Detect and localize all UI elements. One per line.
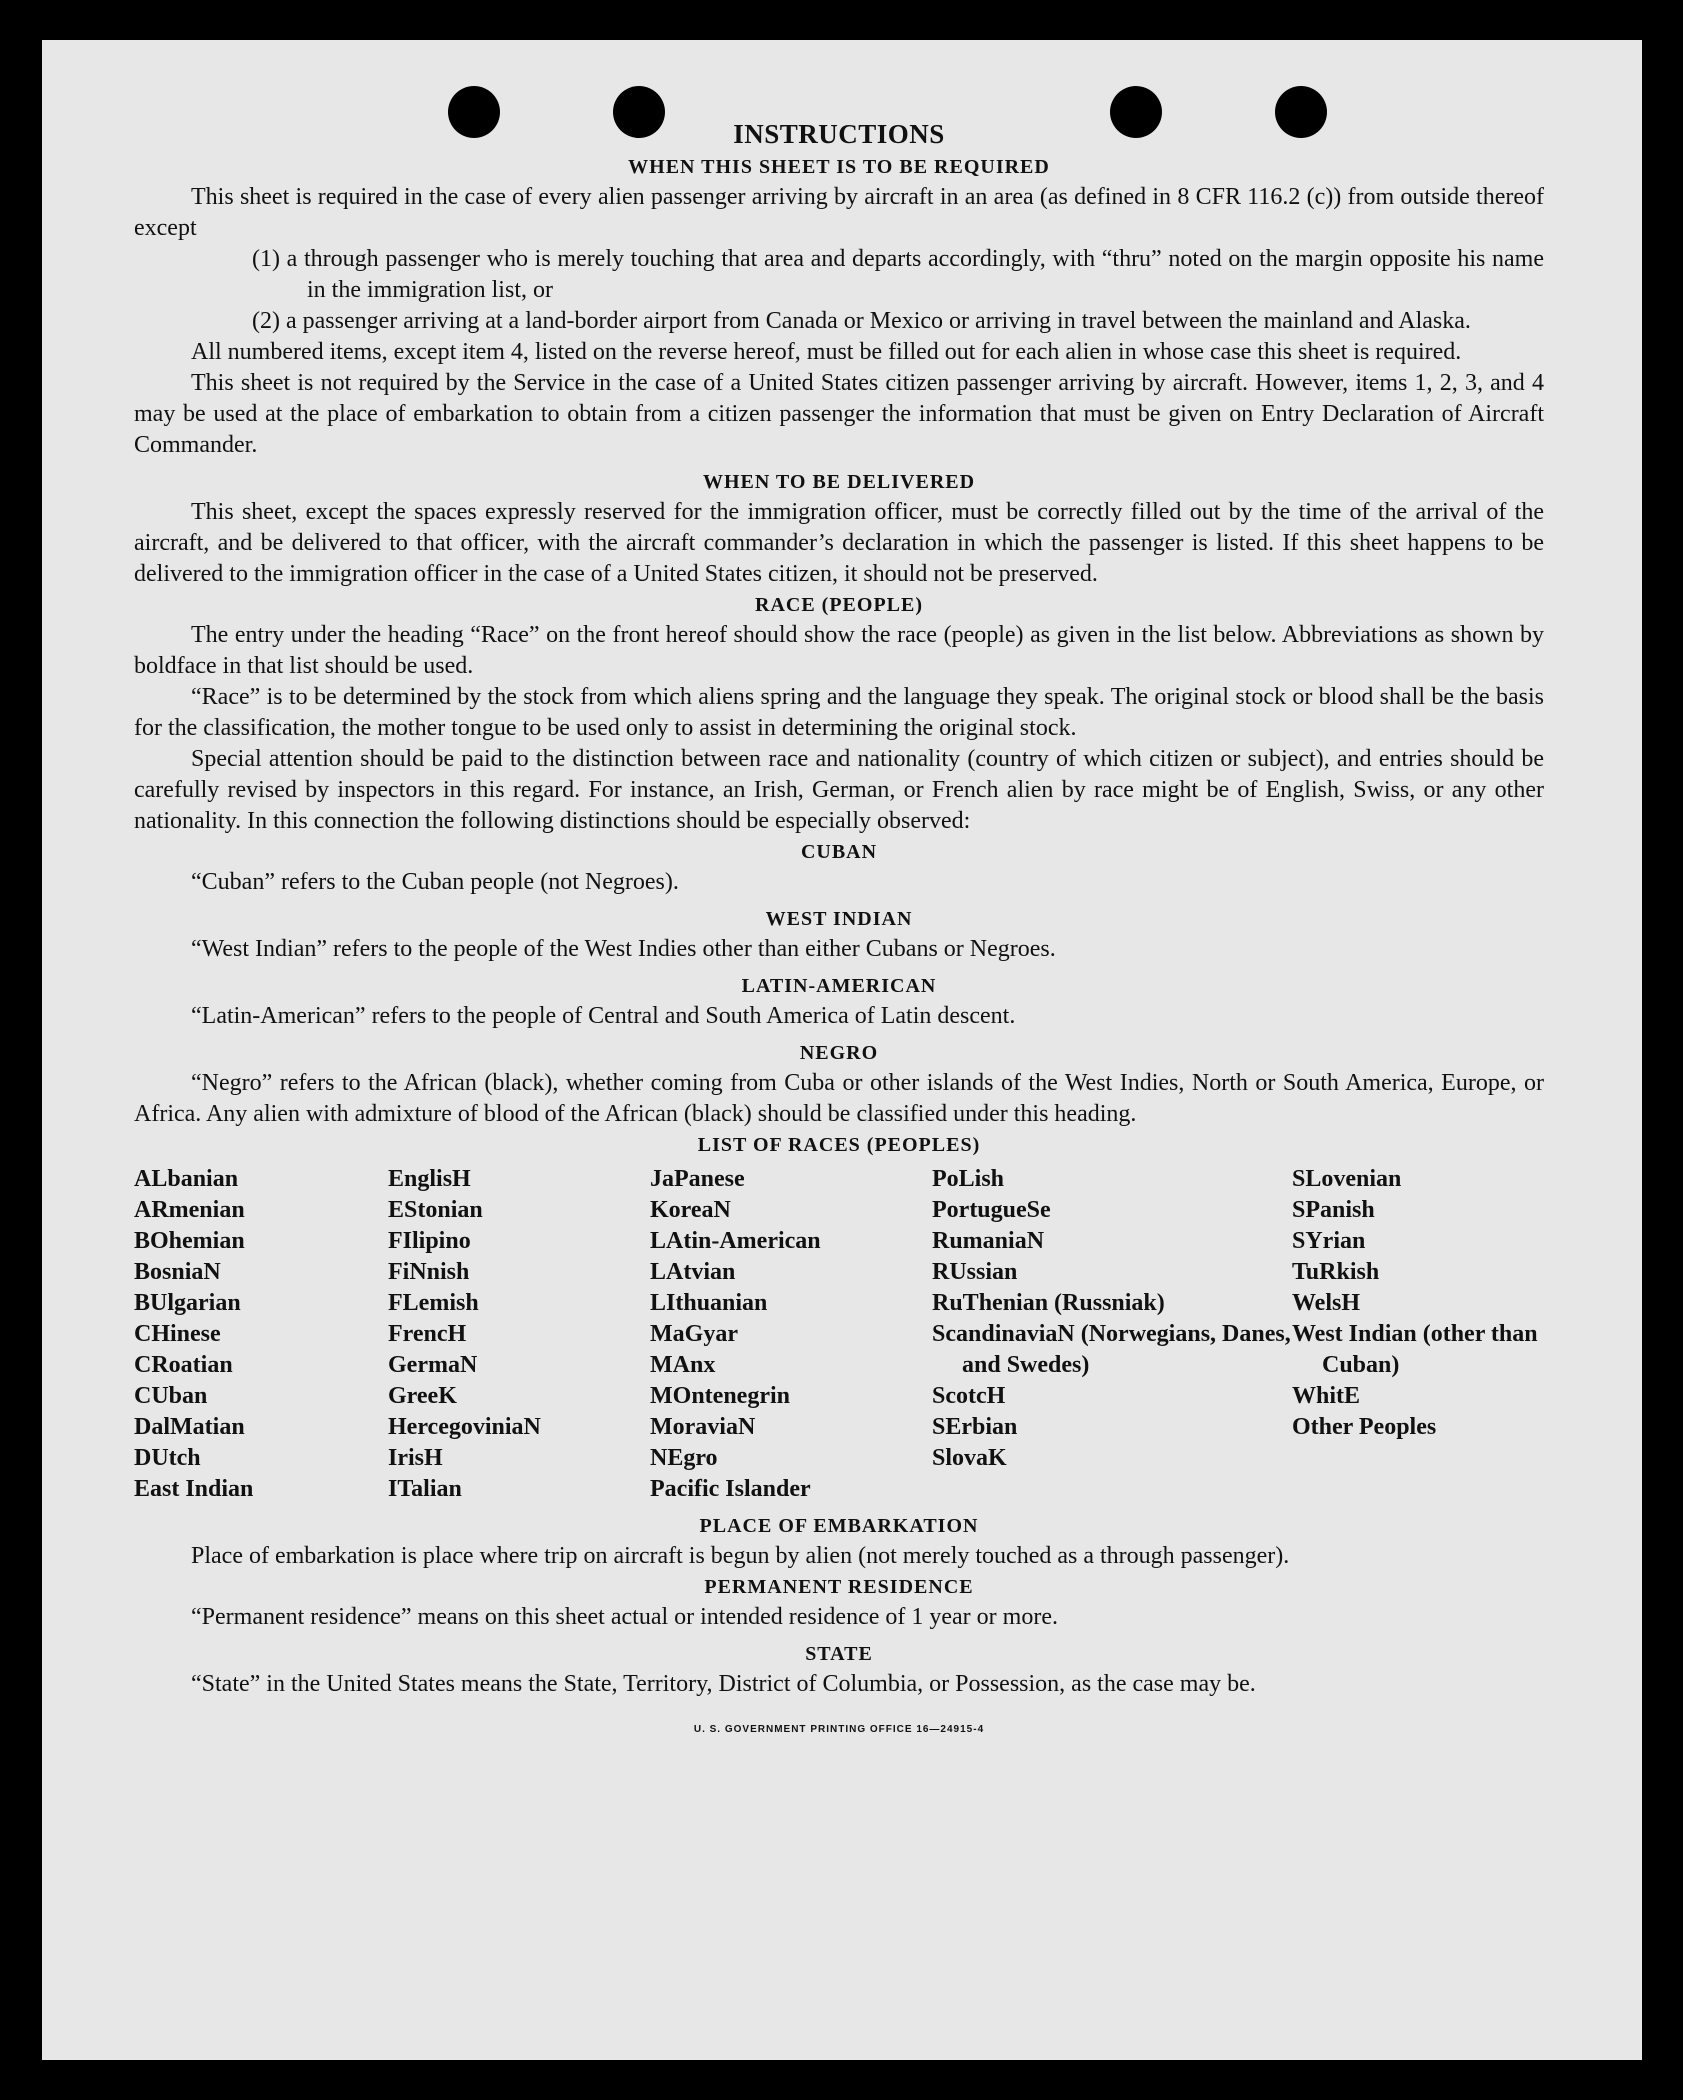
race-list-item: SPanish: [1292, 1197, 1375, 1223]
exception-item: (1) a through passenger who is merely touching that area and departs accordingly, with “thru” noted on the margin opposite his name in the immigration list, or: [252, 246, 1544, 303]
paragraph: “West Indian” refers to the people of the West Indies other than either Cubans or Negroes.: [191, 936, 1056, 962]
race-list-item: NEgro: [650, 1445, 718, 1471]
race-list-item: Pacific Islander: [650, 1476, 811, 1502]
race-list-item: BOhemian: [134, 1228, 245, 1254]
section-heading: WHEN TO BE DELIVERED: [702, 471, 976, 493]
race-list-item: LAtvian: [650, 1259, 736, 1285]
document-body: [134, 116, 1544, 1745]
race-list-item: DUtch: [134, 1445, 201, 1471]
race-list-item: WelsH: [1292, 1290, 1361, 1316]
race-list: [134, 1164, 1544, 1505]
race-list-item: KoreaN: [650, 1197, 731, 1223]
race-list-item: MOntenegrin: [650, 1383, 790, 1409]
section-heading: WEST INDIAN: [765, 908, 913, 930]
race-list-item: PortugueSe: [932, 1197, 1051, 1223]
race-list-item: PoLish: [932, 1166, 1005, 1192]
race-list-item: ScandinaviaN (Norwegians, Danes, and Swedes): [932, 1321, 1291, 1378]
paragraph: “State” in the United States means the State, Territory, District of Columbia, or Possession, as the case may be.: [191, 1671, 1256, 1697]
section-heading: WHEN THIS SHEET IS TO BE REQUIRED: [628, 156, 1050, 178]
race-column: [1292, 1164, 1544, 1505]
printer-imprint: U. S. GOVERNMENT PRINTING OFFICE 16—24915-4: [693, 1724, 985, 1735]
race-list-item: SlovaK: [932, 1445, 1007, 1471]
race-list-item: RumaniaN: [932, 1228, 1045, 1254]
section-heading: RACE (PEOPLE): [755, 594, 923, 616]
race-list-item: CUban: [134, 1383, 208, 1409]
race-list-item: JaPanese: [650, 1166, 745, 1192]
race-list-item: BosniaN: [134, 1259, 221, 1285]
race-list-item: Other Peoples: [1292, 1414, 1437, 1440]
race-list-item: GreeK: [388, 1383, 457, 1409]
exception-item: (2) a passenger arriving at a land-border airport from Canada or Mexico or arriving in travel between the mainland and Alaska.: [252, 308, 1471, 334]
race-list-item: FIlipino: [388, 1228, 471, 1254]
race-list-item: SYrian: [1292, 1228, 1366, 1254]
race-list-item: TuRkish: [1292, 1259, 1380, 1285]
paragraph: “Cuban” refers to the Cuban people (not Negroes).: [191, 869, 679, 895]
race-column: [650, 1164, 932, 1505]
race-list-item: RuThenian (Russniak): [932, 1290, 1165, 1316]
race-column: [134, 1164, 388, 1505]
section-heading: LIST OF RACES (PEOPLES): [697, 1134, 981, 1156]
race-column: [932, 1164, 1292, 1505]
paragraph: Special attention should be paid to the distinction between race and nationality (country of which citizen or subject), and entries should be carefully revised by inspectors in this regard. For instance, an Irish, German, or French alien by race might be of English, Swiss, or any other nationality. In this connection the following distinctions should be especially observed:: [134, 746, 1544, 834]
race-list-item: BUlgarian: [134, 1290, 241, 1316]
section-heading: PERMANENT RESIDENCE: [704, 1576, 974, 1598]
race-list-item: LAtin-American: [650, 1228, 821, 1254]
paragraph: “Permanent residence” means on this sheet actual or intended residence of 1 year or more.: [191, 1604, 1058, 1630]
race-list-item: MoraviaN: [650, 1414, 756, 1440]
race-list-item: MaGyar: [650, 1321, 738, 1347]
paragraph: “Negro” refers to the African (black), whether coming from Cuba or other islands of the West Indies, North or South America, Europe, or Africa. Any alien with admixture of blood of the African (black) should be classified under this heading.: [134, 1070, 1544, 1127]
document-sheet: [42, 40, 1642, 2060]
race-list-item: ITalian: [388, 1476, 462, 1502]
paragraph: “Latin-American” refers to the people of Central and South America of Latin descent.: [191, 1003, 1016, 1029]
race-list-item: ScotcH: [932, 1383, 1006, 1409]
section-heading: LATIN-AMERICAN: [741, 975, 937, 997]
race-list-item: EStonian: [388, 1197, 483, 1223]
paragraph: The entry under the heading “Race” on the front hereof should show the race (people) as given in the list below. Abbreviations as shown by boldface in that list should be used.: [134, 622, 1544, 679]
document-title: INSTRUCTIONS: [733, 119, 945, 149]
race-list-item: GermaN: [388, 1352, 478, 1378]
paragraph: This sheet, except the spaces expressly reserved for the immigration officer, must be correctly filled out by the time of the arrival of the aircraft, and be delivered to that officer, with the aircraft commander’s declaration in which the passenger is listed. If this sheet happens to be delivered to the immigration officer in the case of a United States citizen, it should not be preserved.: [134, 499, 1544, 587]
race-list-item: WhitE: [1292, 1383, 1361, 1409]
section-heading: NEGRO: [799, 1042, 879, 1064]
race-list-item: MAnx: [650, 1352, 716, 1378]
race-list-item: RUssian: [932, 1259, 1018, 1285]
race-column: [388, 1164, 650, 1505]
race-list-item: LIthuanian: [650, 1290, 768, 1316]
paragraph: This sheet is not required by the Service in the case of a United States citizen passenger arriving by aircraft. However, items 1, 2, 3, and 4 may be used at the place of embarkation to obtain from a citizen passenger the information that must be given on Entry Declaration of Aircraft Commander.: [134, 370, 1544, 458]
paragraph: Place of embarkation is place where trip on aircraft is begun by alien (not merely touched as a through passenger).: [191, 1543, 1290, 1569]
race-list-item: FrencH: [388, 1321, 467, 1347]
section-heading: CUBAN: [800, 841, 878, 863]
race-list-item: HercegoviniaN: [388, 1414, 541, 1440]
race-list-item: East Indian: [134, 1476, 254, 1502]
race-list-item: FiNnish: [388, 1259, 470, 1285]
paragraph: This sheet is required in the case of every alien passenger arriving by aircraft in an area (as defined in 8 CFR 116.2 (c)) from outside thereof except: [134, 184, 1544, 241]
race-list-item: DalMatian: [134, 1414, 245, 1440]
race-list-item: CHinese: [134, 1321, 221, 1347]
race-list-item: FLemish: [388, 1290, 479, 1316]
race-list-item: SLovenian: [1292, 1166, 1402, 1192]
race-list-item: EnglisH: [388, 1166, 471, 1192]
race-list-item: CRoatian: [134, 1352, 233, 1378]
race-list-item: ARmenian: [134, 1197, 245, 1223]
section-heading: STATE: [805, 1643, 873, 1665]
race-list-item: IrisH: [388, 1445, 443, 1471]
race-list-item: SErbian: [932, 1414, 1018, 1440]
paragraph: “Race” is to be determined by the stock from which aliens spring and the language they speak. The original stock or blood shall be the basis for the classification, the mother tongue to be used only to assist in determining the original stock.: [134, 684, 1544, 741]
section-heading: PLACE OF EMBARKATION: [699, 1515, 979, 1537]
race-list-item: West Indian (other than Cuban): [1292, 1321, 1538, 1378]
race-list-item: ALbanian: [134, 1166, 239, 1192]
paragraph: All numbered items, except item 4, listed on the reverse hereof, must be filled out for each alien in whose case this sheet is required.: [191, 339, 1462, 365]
